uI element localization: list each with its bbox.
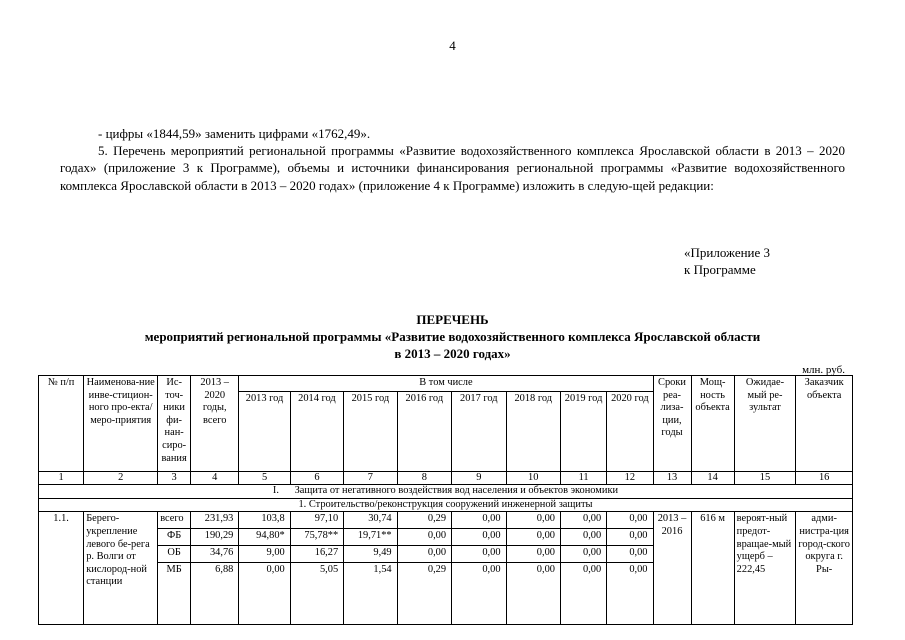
row-number: 1.1. <box>39 512 84 625</box>
header-year: 2016 год <box>397 391 451 471</box>
year-value: 0,00 <box>506 546 560 563</box>
section-row <box>39 485 853 499</box>
header-year: 2019 год <box>560 391 606 471</box>
body-text <box>60 125 845 194</box>
paragraph-1: - цифры «1844,59» заменить цифрами «1762,49». <box>98 126 371 141</box>
column-number: 13 <box>653 471 691 485</box>
header-year: 2013 год <box>239 391 290 471</box>
year-value: 0,00 <box>397 546 451 563</box>
year-value: 0,00 <box>452 563 506 625</box>
year-value: 0,29 <box>397 563 451 625</box>
year-value: 0,00 <box>607 546 653 563</box>
header-year: 2017 год <box>452 391 506 471</box>
year-value: 0,00 <box>239 563 290 625</box>
column-number: 10 <box>506 471 560 485</box>
column-number: 6 <box>290 471 343 485</box>
expected-result: вероят-ный предот-вращае-мый ущерб – 222,45 <box>734 512 796 625</box>
column-number: 16 <box>796 471 853 485</box>
source-label: всего <box>158 512 191 529</box>
page-number: 4 <box>449 38 456 53</box>
total-value: 6,88 <box>191 563 239 625</box>
column-number: 2 <box>84 471 158 485</box>
title-line-3: в 2013 – 2020 годах» <box>394 346 511 361</box>
capacity: 616 м <box>691 512 734 625</box>
header-terms: Сроки реа-лиза-ции, годы <box>653 376 691 472</box>
year-value: 9,00 <box>239 546 290 563</box>
year-value: 0,00 <box>607 512 653 529</box>
year-value: 0,00 <box>397 529 451 546</box>
year-value: 0,00 <box>560 529 606 546</box>
year-value: 0,00 <box>607 529 653 546</box>
column-number: 15 <box>734 471 796 485</box>
subsection-row <box>39 498 853 512</box>
header-year: 2015 год <box>344 391 397 471</box>
column-number: 4 <box>191 471 239 485</box>
header-name: Наименова-ние инве-стицион-ного про-екта/меро-приятия <box>84 376 158 472</box>
year-value: 0,00 <box>560 563 606 625</box>
title-line-2: мероприятий региональной программы «Развитие водохозяйственного комплекса Ярославской области <box>144 329 761 344</box>
header-capacity: Мощ-ность объекта <box>691 376 734 472</box>
customer: адми-нистра-ция город-ского округа г. Ры- <box>796 512 853 625</box>
subsection-heading: 1. Строительство/реконструкция сооружений инженерной защиты <box>39 498 853 512</box>
year-value: 75,78** <box>290 529 343 546</box>
year-value: 5,05 <box>290 563 343 625</box>
year-value: 16,27 <box>290 546 343 563</box>
year-value: 1,54 <box>344 563 397 625</box>
year-value: 0,00 <box>560 546 606 563</box>
column-number: 7 <box>344 471 397 485</box>
year-value: 103,8 <box>239 512 290 529</box>
column-number: 8 <box>397 471 451 485</box>
year-value: 19,71** <box>344 529 397 546</box>
header-result: Ожидае-мый ре-зультат <box>734 376 796 472</box>
source-label: МБ <box>158 563 191 625</box>
appendix-note <box>684 244 770 278</box>
year-value: 0,00 <box>506 529 560 546</box>
header-year: 2014 год <box>290 391 343 471</box>
header-total: 2013 – 2020 годы, всего <box>191 376 239 472</box>
project-name: Берего-укрепление левого бе-рега р. Волги от кислород-ной станции <box>84 512 158 625</box>
year-value: 0,00 <box>560 512 606 529</box>
column-number: 14 <box>691 471 734 485</box>
implementation-terms: 2013 – 2016 <box>653 512 691 625</box>
header-year: 2018 год <box>506 391 560 471</box>
year-value: 0,00 <box>452 546 506 563</box>
header-year: 2020 год <box>607 391 653 471</box>
section-heading: I. Защита от негативного воздействия вод населения и объектов экономики <box>39 485 853 499</box>
column-number: 12 <box>607 471 653 485</box>
column-number: 9 <box>452 471 506 485</box>
title-line-1: ПЕРЕЧЕНЬ <box>416 312 489 327</box>
year-value: 30,74 <box>344 512 397 529</box>
total-value: 231,93 <box>191 512 239 529</box>
header-num: № п/п <box>39 376 84 472</box>
total-value: 190,29 <box>191 529 239 546</box>
header-source: Ис-точ-ники фи-нан-сиро-вания <box>158 376 191 472</box>
column-number: 11 <box>560 471 606 485</box>
year-value: 0,00 <box>607 563 653 625</box>
year-value: 0,29 <box>397 512 451 529</box>
paragraph-2: 5. Перечень мероприятий региональной программы «Развитие водохозяйственного комплекса Ярославской области в 2013 – 2020 годах» (приложение 3 к Программе), объемы и источники финансирования региональной программы «Развитие водохозяйственного комплекса Ярославской области в 2013 – 2020 годах» (приложение 4 к Программе) изложить в следую-щей редакции: <box>60 143 845 193</box>
year-value: 0,00 <box>452 512 506 529</box>
source-label: ФБ <box>158 529 191 546</box>
header-customer: Заказчик объекта <box>796 376 853 472</box>
year-value: 0,00 <box>506 512 560 529</box>
column-number-row <box>39 471 853 485</box>
header-row-1 <box>39 376 853 392</box>
year-value: 97,10 <box>290 512 343 529</box>
appendix-line-1: «Приложение 3 <box>684 245 771 260</box>
column-number: 1 <box>39 471 84 485</box>
year-value: 0,00 <box>506 563 560 625</box>
column-number: 3 <box>158 471 191 485</box>
column-number: 5 <box>239 471 290 485</box>
table-row <box>39 512 853 529</box>
measures-table <box>38 375 853 625</box>
document-title <box>0 311 905 362</box>
header-including: В том числе <box>239 376 653 392</box>
appendix-line-2: к Программе <box>684 262 756 277</box>
year-value: 0,00 <box>452 529 506 546</box>
source-label: ОБ <box>158 546 191 563</box>
total-value: 34,76 <box>191 546 239 563</box>
year-value: 9,49 <box>344 546 397 563</box>
year-value: 94,80* <box>239 529 290 546</box>
units-label: млн. руб. <box>802 364 845 376</box>
